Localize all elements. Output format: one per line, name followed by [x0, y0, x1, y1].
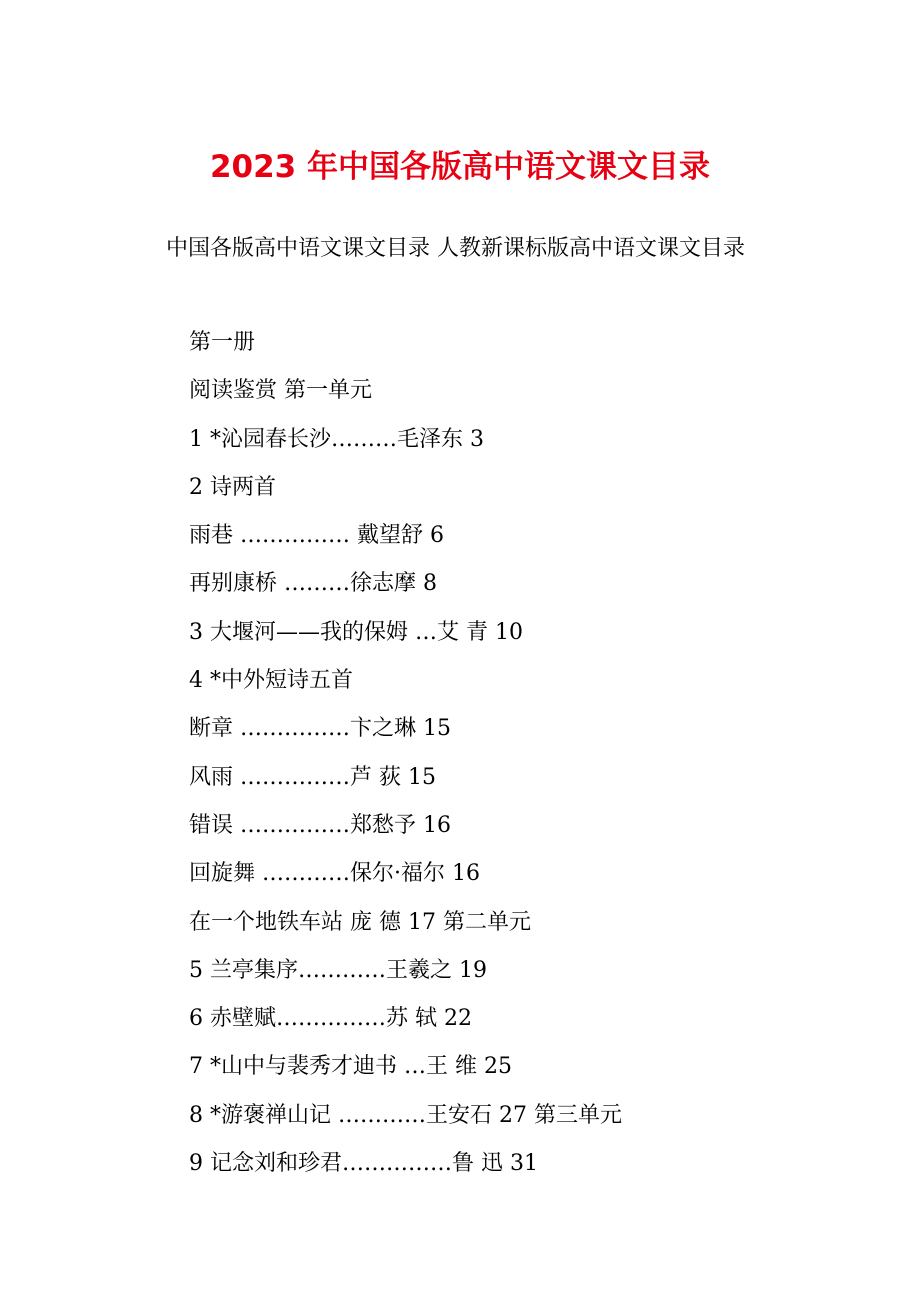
table-of-contents [189, 319, 622, 1188]
toc-line: 6 赤壁赋……………苏 轼 22 [189, 1006, 472, 1032]
toc-line: 断章 ……………卞之琳 15 [189, 716, 451, 742]
toc-line: 1 *沁园春长沙………毛泽东 3 [189, 426, 484, 452]
toc-line: 错误 ……………郑愁予 16 [189, 812, 451, 838]
document-title: 2023 年中国各版高中语文课文目录 [209, 149, 711, 185]
toc-line: 再别康桥 ………徐志摩 8 [189, 571, 437, 597]
toc-line: 雨巷 …………… 戴望舒 6 [189, 523, 444, 549]
toc-line: 4 *中外短诗五首 [189, 668, 353, 694]
intro-paragraph [142, 227, 802, 271]
toc-line: 2 诗两首 [189, 474, 276, 500]
toc-line: 阅读鉴赏 第一单元 [189, 378, 372, 404]
toc-line: 第一册 [189, 330, 256, 355]
toc-line: 7 *山中与裴秀才迪书 …王 维 25 [189, 1054, 512, 1080]
toc-line: 风雨 ……………芦 荻 15 [189, 764, 436, 790]
toc-line: 5 兰亭集序…………王羲之 19 [189, 957, 487, 983]
toc-line: 8 *游褒禅山记 …………王安石 27 第三单元 [189, 1102, 622, 1128]
toc-line: 9 记念刘和珍君……………鲁 迅 31 [189, 1151, 538, 1177]
toc-line: 在一个地铁车站 庞 德 17 第二单元 [189, 909, 531, 935]
toc-line: 3 大堰河——我的保姆 …艾 青 10 [189, 619, 523, 645]
intro-text: 中国各版高中语文课文目录 人教新课标版高中语文课文目录 [166, 236, 745, 261]
toc-line: 回旋舞 …………保尔·福尔 16 [189, 861, 480, 887]
